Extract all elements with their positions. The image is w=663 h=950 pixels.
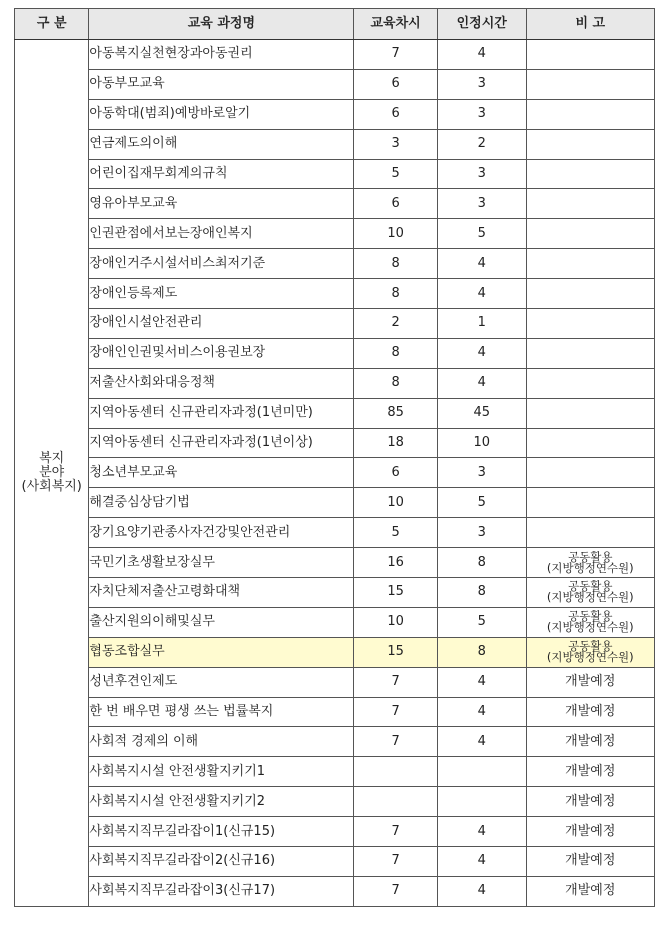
course-hours: 8: [354, 368, 438, 398]
table-row: [15, 847, 655, 877]
note-line: (지방행정연수원): [546, 560, 634, 575]
course-note: [526, 368, 654, 398]
category-label: 복지: [39, 450, 65, 466]
course-credit: 4: [437, 727, 526, 757]
course-hours: 7: [354, 847, 438, 877]
course-hours: [354, 787, 438, 817]
course-note: 개발예정: [526, 817, 654, 847]
course-note: 개발예정: [526, 727, 654, 757]
table-row: [15, 219, 655, 249]
category-cell: [15, 40, 89, 907]
course-hours: 6: [354, 69, 438, 99]
course-note: 개발예정: [526, 757, 654, 787]
course-name: 성년후견인제도: [89, 667, 354, 697]
table-row: [15, 607, 655, 637]
table-row: [15, 249, 655, 279]
course-hours: 7: [354, 667, 438, 697]
course-hours: 5: [354, 518, 438, 548]
course-note: 개발예정: [526, 876, 654, 906]
course-name: 사회복지시설 안전생활지키기2: [89, 787, 354, 817]
note-line: (지방행정연수원): [546, 650, 634, 665]
course-hours: 6: [354, 458, 438, 488]
course-credit: 3: [437, 159, 526, 189]
category-label: 분야: [39, 464, 65, 480]
course-hours: [354, 757, 438, 787]
course-credit: 3: [437, 99, 526, 129]
course-hours: 6: [354, 99, 438, 129]
course-note: [526, 488, 654, 518]
course-note: [526, 69, 654, 99]
course-hours: 16: [354, 548, 438, 578]
note-line: 공동활용: [568, 639, 613, 654]
table-row: [15, 368, 655, 398]
course-hours: 5: [354, 159, 438, 189]
course-credit: 2: [437, 129, 526, 159]
course-hours: 7: [354, 40, 438, 70]
course-credit: 8: [437, 637, 526, 667]
course-name: 아동부모교육: [89, 69, 354, 99]
table-row: [15, 129, 655, 159]
course-name: 장애인인권및서비스이용권보장: [89, 338, 354, 368]
course-name: 지역아동센터 신규관리자과정(1년이상): [89, 428, 354, 458]
course-hours: 10: [354, 607, 438, 637]
course-name: 해결중심상담기법: [89, 488, 354, 518]
note-line: 공동활용: [568, 549, 613, 564]
table-row: [15, 99, 655, 129]
course-hours: 18: [354, 428, 438, 458]
course-credit: 4: [437, 847, 526, 877]
category-label: (사회복지): [21, 478, 82, 494]
course-name: 장애인등록제도: [89, 279, 354, 309]
course-credit: 8: [437, 578, 526, 608]
table-row: [15, 159, 655, 189]
course-hours: 6: [354, 189, 438, 219]
course-note: [526, 398, 654, 428]
course-note: [526, 159, 654, 189]
header-course: 교육 과정명: [89, 9, 354, 40]
course-note: [526, 338, 654, 368]
course-note: [526, 189, 654, 219]
table-row: [15, 637, 655, 667]
course-name: 사회적 경제의 이해: [89, 727, 354, 757]
table-row: [15, 518, 655, 548]
course-hours: 10: [354, 488, 438, 518]
course-name: 영유아부모교육: [89, 189, 354, 219]
table-row: [15, 817, 655, 847]
course-hours: 7: [354, 817, 438, 847]
course-name: 인권관점에서보는장애인복지: [89, 219, 354, 249]
course-credit: 8: [437, 548, 526, 578]
course-name: 사회복지직무길라잡이3(신규17): [89, 876, 354, 906]
course-hours: 8: [354, 338, 438, 368]
table-row: [15, 757, 655, 787]
course-note: [526, 40, 654, 70]
table-row: [15, 787, 655, 817]
header-credit: 인정시간: [437, 9, 526, 40]
course-note: 개발예정: [526, 667, 654, 697]
course-credit: 5: [437, 219, 526, 249]
course-name: 장기요양기관종사자건강및안전관리: [89, 518, 354, 548]
course-note: [526, 518, 654, 548]
course-credit: 4: [437, 40, 526, 70]
course-note: [526, 458, 654, 488]
course-name: 청소년부모교육: [89, 458, 354, 488]
course-credit: 4: [437, 368, 526, 398]
course-note: [526, 428, 654, 458]
course-name: 저출산사회와대응정책: [89, 368, 354, 398]
note-line: 공동활용: [568, 609, 613, 624]
course-credit: 3: [437, 189, 526, 219]
table-row: [15, 40, 655, 70]
table-row: [15, 727, 655, 757]
table-row: [15, 279, 655, 309]
course-hours: 15: [354, 578, 438, 608]
table-row: [15, 398, 655, 428]
course-hours: 7: [354, 697, 438, 727]
course-credit: 4: [437, 249, 526, 279]
note-line: (지방행정연수원): [546, 590, 634, 605]
course-note: [526, 578, 654, 608]
course-name: 아동학대(범죄)예방바로알기: [89, 99, 354, 129]
course-note: [526, 637, 654, 667]
course-credit: 5: [437, 607, 526, 637]
course-hours: 7: [354, 876, 438, 906]
table-row: [15, 667, 655, 697]
table-row: [15, 697, 655, 727]
course-credit: 5: [437, 488, 526, 518]
course-name: 어린이집재무회계의규칙: [89, 159, 354, 189]
course-credit: 3: [437, 458, 526, 488]
note-line: (지방행정연수원): [546, 620, 634, 635]
course-note: [526, 548, 654, 578]
course-hours: 10: [354, 219, 438, 249]
course-name: 협동조합실무: [89, 637, 354, 667]
table-row: [15, 876, 655, 906]
table-body: [15, 40, 655, 907]
course-note: [526, 129, 654, 159]
course-credit: 3: [437, 518, 526, 548]
course-note: 개발예정: [526, 787, 654, 817]
course-name: 사회복지직무길라잡이1(신규15): [89, 817, 354, 847]
table-row: [15, 548, 655, 578]
header-category: 구 분: [15, 9, 89, 40]
table-row: [15, 458, 655, 488]
table-row: [15, 189, 655, 219]
header-note: 비 고: [526, 9, 654, 40]
course-note: [526, 219, 654, 249]
course-note: [526, 279, 654, 309]
course-hours: 3: [354, 129, 438, 159]
course-credit: 4: [437, 697, 526, 727]
course-hours: 15: [354, 637, 438, 667]
course-credit: 45: [437, 398, 526, 428]
course-hours: 7: [354, 727, 438, 757]
course-name: 출산지원의이해및실무: [89, 607, 354, 637]
table-row: [15, 428, 655, 458]
table-row: [15, 309, 655, 339]
course-name: 국민기초생활보장실무: [89, 548, 354, 578]
course-credit: 4: [437, 338, 526, 368]
header-hours: 교육차시: [354, 9, 438, 40]
course-credit: 4: [437, 817, 526, 847]
course-hours: 8: [354, 249, 438, 279]
course-credit: [437, 787, 526, 817]
course-name: 자치단체저출산고령화대책: [89, 578, 354, 608]
table-row: [15, 69, 655, 99]
course-credit: [437, 757, 526, 787]
course-note: [526, 607, 654, 637]
course-credit: 3: [437, 69, 526, 99]
course-name: 사회복지시설 안전생활지키기1: [89, 757, 354, 787]
course-hours: 85: [354, 398, 438, 428]
course-credit: 10: [437, 428, 526, 458]
course-credit: 4: [437, 667, 526, 697]
course-name: 아동복지실천현장과아동권리: [89, 40, 354, 70]
course-name: 연금제도의이해: [89, 129, 354, 159]
course-credit: 1: [437, 309, 526, 339]
header-row: [15, 9, 655, 40]
course-note: [526, 99, 654, 129]
table-row: [15, 488, 655, 518]
table-row: [15, 578, 655, 608]
course-credit: 4: [437, 876, 526, 906]
course-note: [526, 249, 654, 279]
course-table: [14, 8, 655, 907]
course-name: 장애인거주시설서비스최저기준: [89, 249, 354, 279]
course-name: 장애인시설안전관리: [89, 309, 354, 339]
course-credit: 4: [437, 279, 526, 309]
course-name: 사회복지직무길라잡이2(신규16): [89, 847, 354, 877]
course-hours: 2: [354, 309, 438, 339]
note-line: 공동활용: [568, 579, 613, 594]
course-note: 개발예정: [526, 697, 654, 727]
course-name: 지역아동센터 신규관리자과정(1년미만): [89, 398, 354, 428]
course-hours: 8: [354, 279, 438, 309]
course-note: [526, 309, 654, 339]
course-name: 한 번 배우면 평생 쓰는 법률복지: [89, 697, 354, 727]
course-note: 개발예정: [526, 847, 654, 877]
table-row: [15, 338, 655, 368]
